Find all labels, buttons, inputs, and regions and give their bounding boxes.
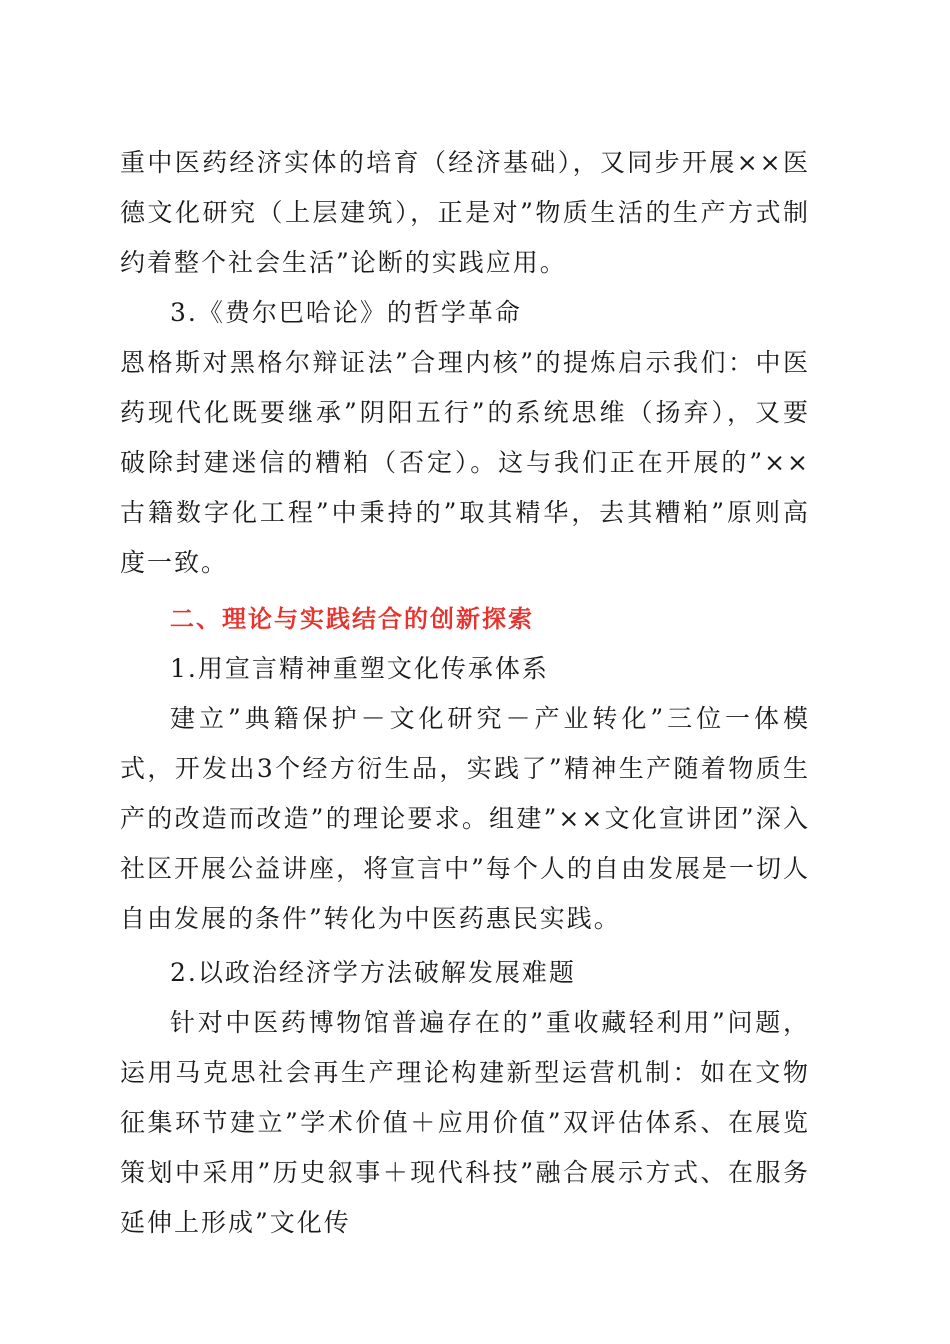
paragraph-continued: 重中医药经济实体的培育（经济基础），又同步开展××医德文化研究（上层建筑），正是对”物质生活的生产方式制约着整个社会生活”论断的实践应用。 xyxy=(120,148,810,277)
subsection-1-body: 建立”典籍保护－文化研究－产业转化”三位一体模式，开发出3个经方衍生品，实践了”精神生产随着物质生产的改造而改造”的理论要求。组建”××文化宣讲团”深入社区开展公益讲座，将宣言中”每个人的自由发展是一切人自由发展的条件”转化为中医药惠民实践。 xyxy=(120,704,810,933)
subsection-1-title: 1.用宣言精神重塑文化传承体系 xyxy=(170,654,549,683)
subsection-2-title: 2.以政治经济学方法破解发展难题 xyxy=(170,958,576,987)
document-body xyxy=(120,138,810,1248)
part-2-heading: 二、理论与实践结合的创新探索 xyxy=(170,605,534,633)
section-3-body: 恩格斯对黑格尔辩证法”合理内核”的提炼启示我们：中医药现代化既要继承”阴阳五行”的系统思维（扬弃），又要破除封建迷信的糟粕（否定）。这与我们正在开展的”××古籍数字化工程”中秉持的”取其精华，去其糟粕”原则高度一致。 xyxy=(120,348,810,577)
subsection-2-body: 针对中医药博物馆普遍存在的”重收藏轻利用”问题，运用马克思社会再生产理论构建新型运营机制：如在文物征集环节建立”学术价值＋应用价值”双评估体系、在展览策划中采用”历史叙事＋现代科技”融合展示方式、在服务延伸上形成”文化传 xyxy=(120,1008,810,1237)
section-3-title: 3.《费尔巴哈论》的哲学革命 xyxy=(170,298,522,327)
